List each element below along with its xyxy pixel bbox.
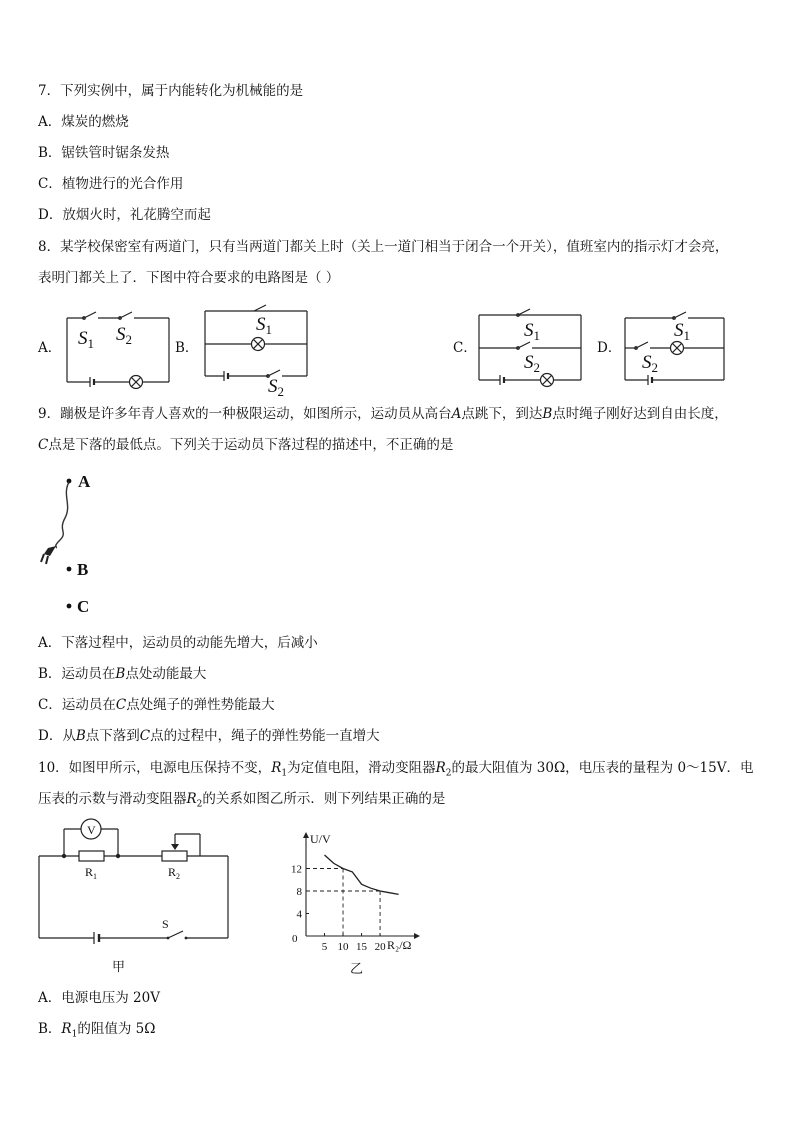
switch-s1-label: $S_1$ — [256, 314, 272, 337]
point-b-dot — [67, 567, 72, 572]
r2-label: $R_2$ — [168, 865, 181, 881]
chart-x-tick-label: 5 — [321, 941, 328, 953]
r1-label: $R_1$ — [85, 865, 98, 881]
chart-y-tick-label: 8 — [296, 886, 302, 898]
chart-y-tick-label: 12 — [291, 863, 302, 876]
circuit-d — [624, 316, 734, 386]
chart-series-line — [325, 855, 399, 894]
switch-s — [168, 931, 183, 938]
point-c-dot — [67, 604, 72, 609]
q10-stem-line1: 10．如图甲所示，电源电压保持不变，$R_1$为定值电阻，滑动变阻器$R_2$的最大阻值为 30Ω，电压表的量程为 0～15V．电 — [38, 760, 754, 779]
circuit-c — [478, 310, 588, 386]
point-a-label: A — [78, 472, 91, 491]
jumper-icon — [44, 546, 56, 556]
q8-option-b-label[interactable]: B． — [175, 340, 199, 356]
q9-stem-line2: C点是下落的最低点。下列关于运动员下落过程的描述中，不正确的是 — [38, 437, 454, 453]
voltmeter-label: V — [87, 823, 96, 837]
q9-stem-line1: 9．蹦极是许多年青人喜欢的一种极限运动，如图所示，运动员从高台A点跳下，到达B点时绳子刚好达到自由长度， — [38, 406, 728, 422]
figure-jia-caption: 甲 — [112, 959, 126, 974]
q7-stem: 7．下列实例中，属于内能转化为机械能的是 — [38, 83, 304, 99]
q10-option-a[interactable]: A．电源电压为 20V — [38, 990, 160, 1006]
chart-x-tick-label: 20 — [374, 941, 386, 953]
circuit-jia — [38, 816, 238, 978]
figure-yi-caption: 乙 — [350, 961, 364, 976]
q10-option-b[interactable]: B．$R_1$的阻值为 5Ω — [38, 1021, 156, 1040]
circuit-b — [204, 306, 314, 398]
switch-s1-label: $S_1$ — [674, 320, 690, 343]
q8-stem-line2: 表明门都关上了．下图中符合要求的电路图是（ ） — [38, 270, 340, 286]
switch-label: S — [162, 917, 169, 931]
q8-stem-line1: 8．某学校保密室有两道门，只有当两道门都关上时（关上一道门相当于闭合一个开关），值班室内的指示灯才会亮， — [38, 239, 729, 255]
chart-x-tick-label: 15 — [356, 941, 368, 953]
q8-option-d-label[interactable]: D． — [597, 340, 622, 356]
q9-option-a[interactable]: A．下落过程中，运动员的动能先增大，后减小 — [38, 635, 318, 651]
chart-u-vs-r2 — [280, 826, 430, 976]
chart-y-axis-label: U/V — [310, 832, 331, 846]
point-b-label: B — [77, 560, 89, 579]
q8-option-c-label[interactable]: C． — [453, 340, 477, 356]
switch-s2-label: $S_2$ — [642, 352, 658, 375]
chart-y-tick-label: 4 — [296, 908, 302, 921]
rheostat-r2 — [162, 851, 187, 861]
rope — [56, 482, 69, 548]
q7-option-c[interactable]: C．植物进行的光合作用 — [38, 176, 184, 192]
switch-s1-label: $S_1$ — [524, 320, 540, 343]
q8-option-a-label[interactable]: A． — [38, 340, 62, 356]
chart-x-arrow-icon — [414, 933, 420, 939]
switch-s2-label: $S_2$ — [268, 376, 284, 399]
point-c-label: C — [77, 597, 90, 616]
chart-origin-label: 0 — [292, 933, 298, 945]
q7-option-d[interactable]: D．放烟火时，礼花腾空而起 — [38, 207, 211, 223]
switch-s2-label: $S_2$ — [116, 324, 132, 347]
switch-s1-label: $S_1$ — [78, 328, 94, 351]
chart-x-axis-label: R₂/Ω — [387, 938, 412, 952]
q9-option-d[interactable]: D．从B点下落到C点的过程中，绳子的弹性势能一直增大 — [38, 728, 380, 744]
switch-s2-label: $S_2$ — [524, 352, 540, 375]
q9-option-c[interactable]: C．运动员在C点处绳子的弹性势能最大 — [38, 697, 275, 713]
q9-option-b[interactable]: B．运动员在B点处动能最大 — [38, 666, 207, 682]
q7-option-a[interactable]: A．煤炭的燃烧 — [38, 114, 129, 130]
q7-option-b[interactable]: B．锯铁管时锯条发热 — [38, 145, 170, 161]
chart-y-arrow-icon — [303, 832, 309, 838]
resistor-r1 — [79, 851, 104, 861]
bungee-figure — [38, 470, 108, 620]
chart-x-tick-label: 10 — [337, 941, 349, 953]
q10-stem-line2: 压表的示数与滑动变阻器$R_2$的关系如图乙所示．则下列结果正确的是 — [38, 791, 446, 810]
circuit-a — [66, 308, 176, 388]
slider-arrow-icon — [171, 844, 179, 850]
